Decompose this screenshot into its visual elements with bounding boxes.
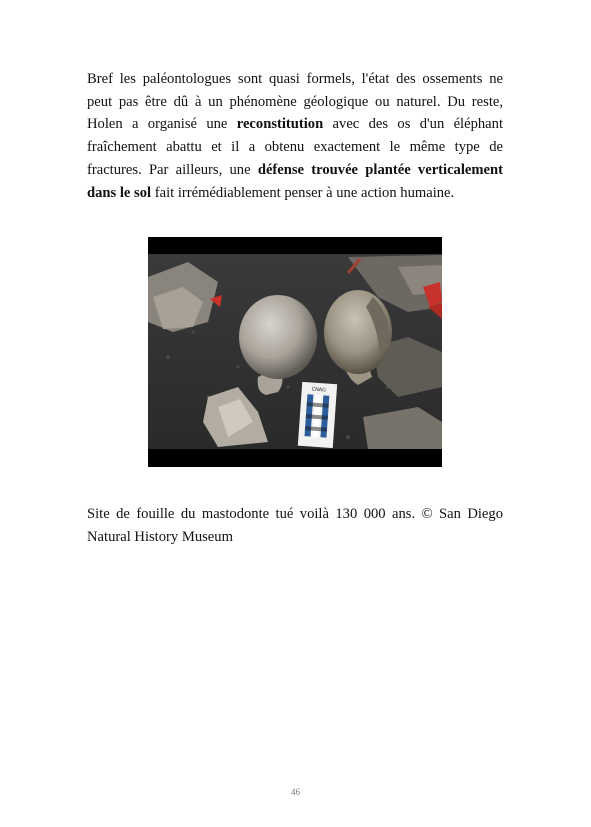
body-text-3: fait irrémédiablement penser à une action humaine. <box>151 184 455 201</box>
scale-bar <box>298 382 337 448</box>
bold-reconstitution: reconstitution <box>236 116 324 133</box>
body-text-2: avec des os d'un éléphant fraîchement abattu et il a obtenu exactement le même type de fractures. Par ailleurs, une <box>87 116 504 178</box>
scale-label: CNAG <box>311 386 327 394</box>
page-number: 46 <box>291 787 300 797</box>
figure-caption: Site de fouille du mastodonte tué voilà 130 000 ans. © San Diego Natural History Museum <box>87 506 503 545</box>
body-text-1: Bref les paléontologues sont quasi formels, l'état des ossements ne peut pas être dû à un phénomène géologique ou naturel. Du reste, Holen a organisé une <box>87 71 503 133</box>
body-paragraph <box>87 68 503 204</box>
bold-defense: défense trouvée plantée verticalement dans le sol <box>87 161 503 201</box>
excavation-photo <box>148 237 442 467</box>
